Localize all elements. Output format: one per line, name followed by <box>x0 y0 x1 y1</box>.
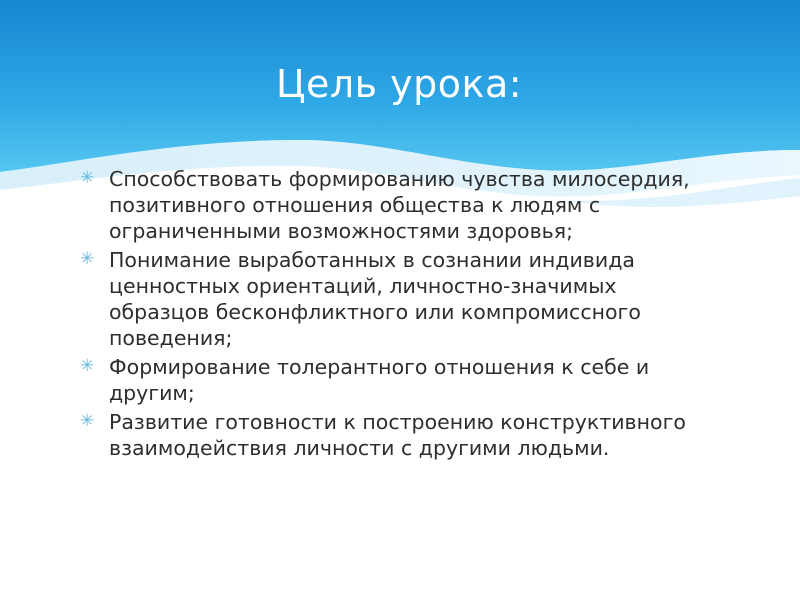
list-item <box>80 409 720 461</box>
list-item <box>80 354 720 406</box>
asterisk-bullet-icon: ✳ <box>80 356 95 376</box>
asterisk-bullet-icon: ✳ <box>80 168 95 188</box>
list-item-text: Развитие готовности к построению конструктивного взаимодействия личности с другими людьми. <box>109 410 686 460</box>
list-item <box>80 166 720 244</box>
list-item-text: Способствовать формированию чувства милосердия, позитивного отношения общества к людям с ограниченными возможностями здоровья; <box>109 167 690 243</box>
list-item-text: Формирование толерантного отношения к себе и другим; <box>109 355 650 405</box>
list-item <box>80 247 720 351</box>
goals-list <box>80 166 720 464</box>
slide-title: Цель урока: <box>276 62 523 106</box>
asterisk-bullet-icon: ✳ <box>80 411 95 431</box>
list-item-text: Понимание выработанных в сознании индивида ценностных ориентаций, личностно-значимых образцов бесконфликтного или компромиссного поведения; <box>109 248 641 350</box>
asterisk-bullet-icon: ✳ <box>80 249 95 269</box>
